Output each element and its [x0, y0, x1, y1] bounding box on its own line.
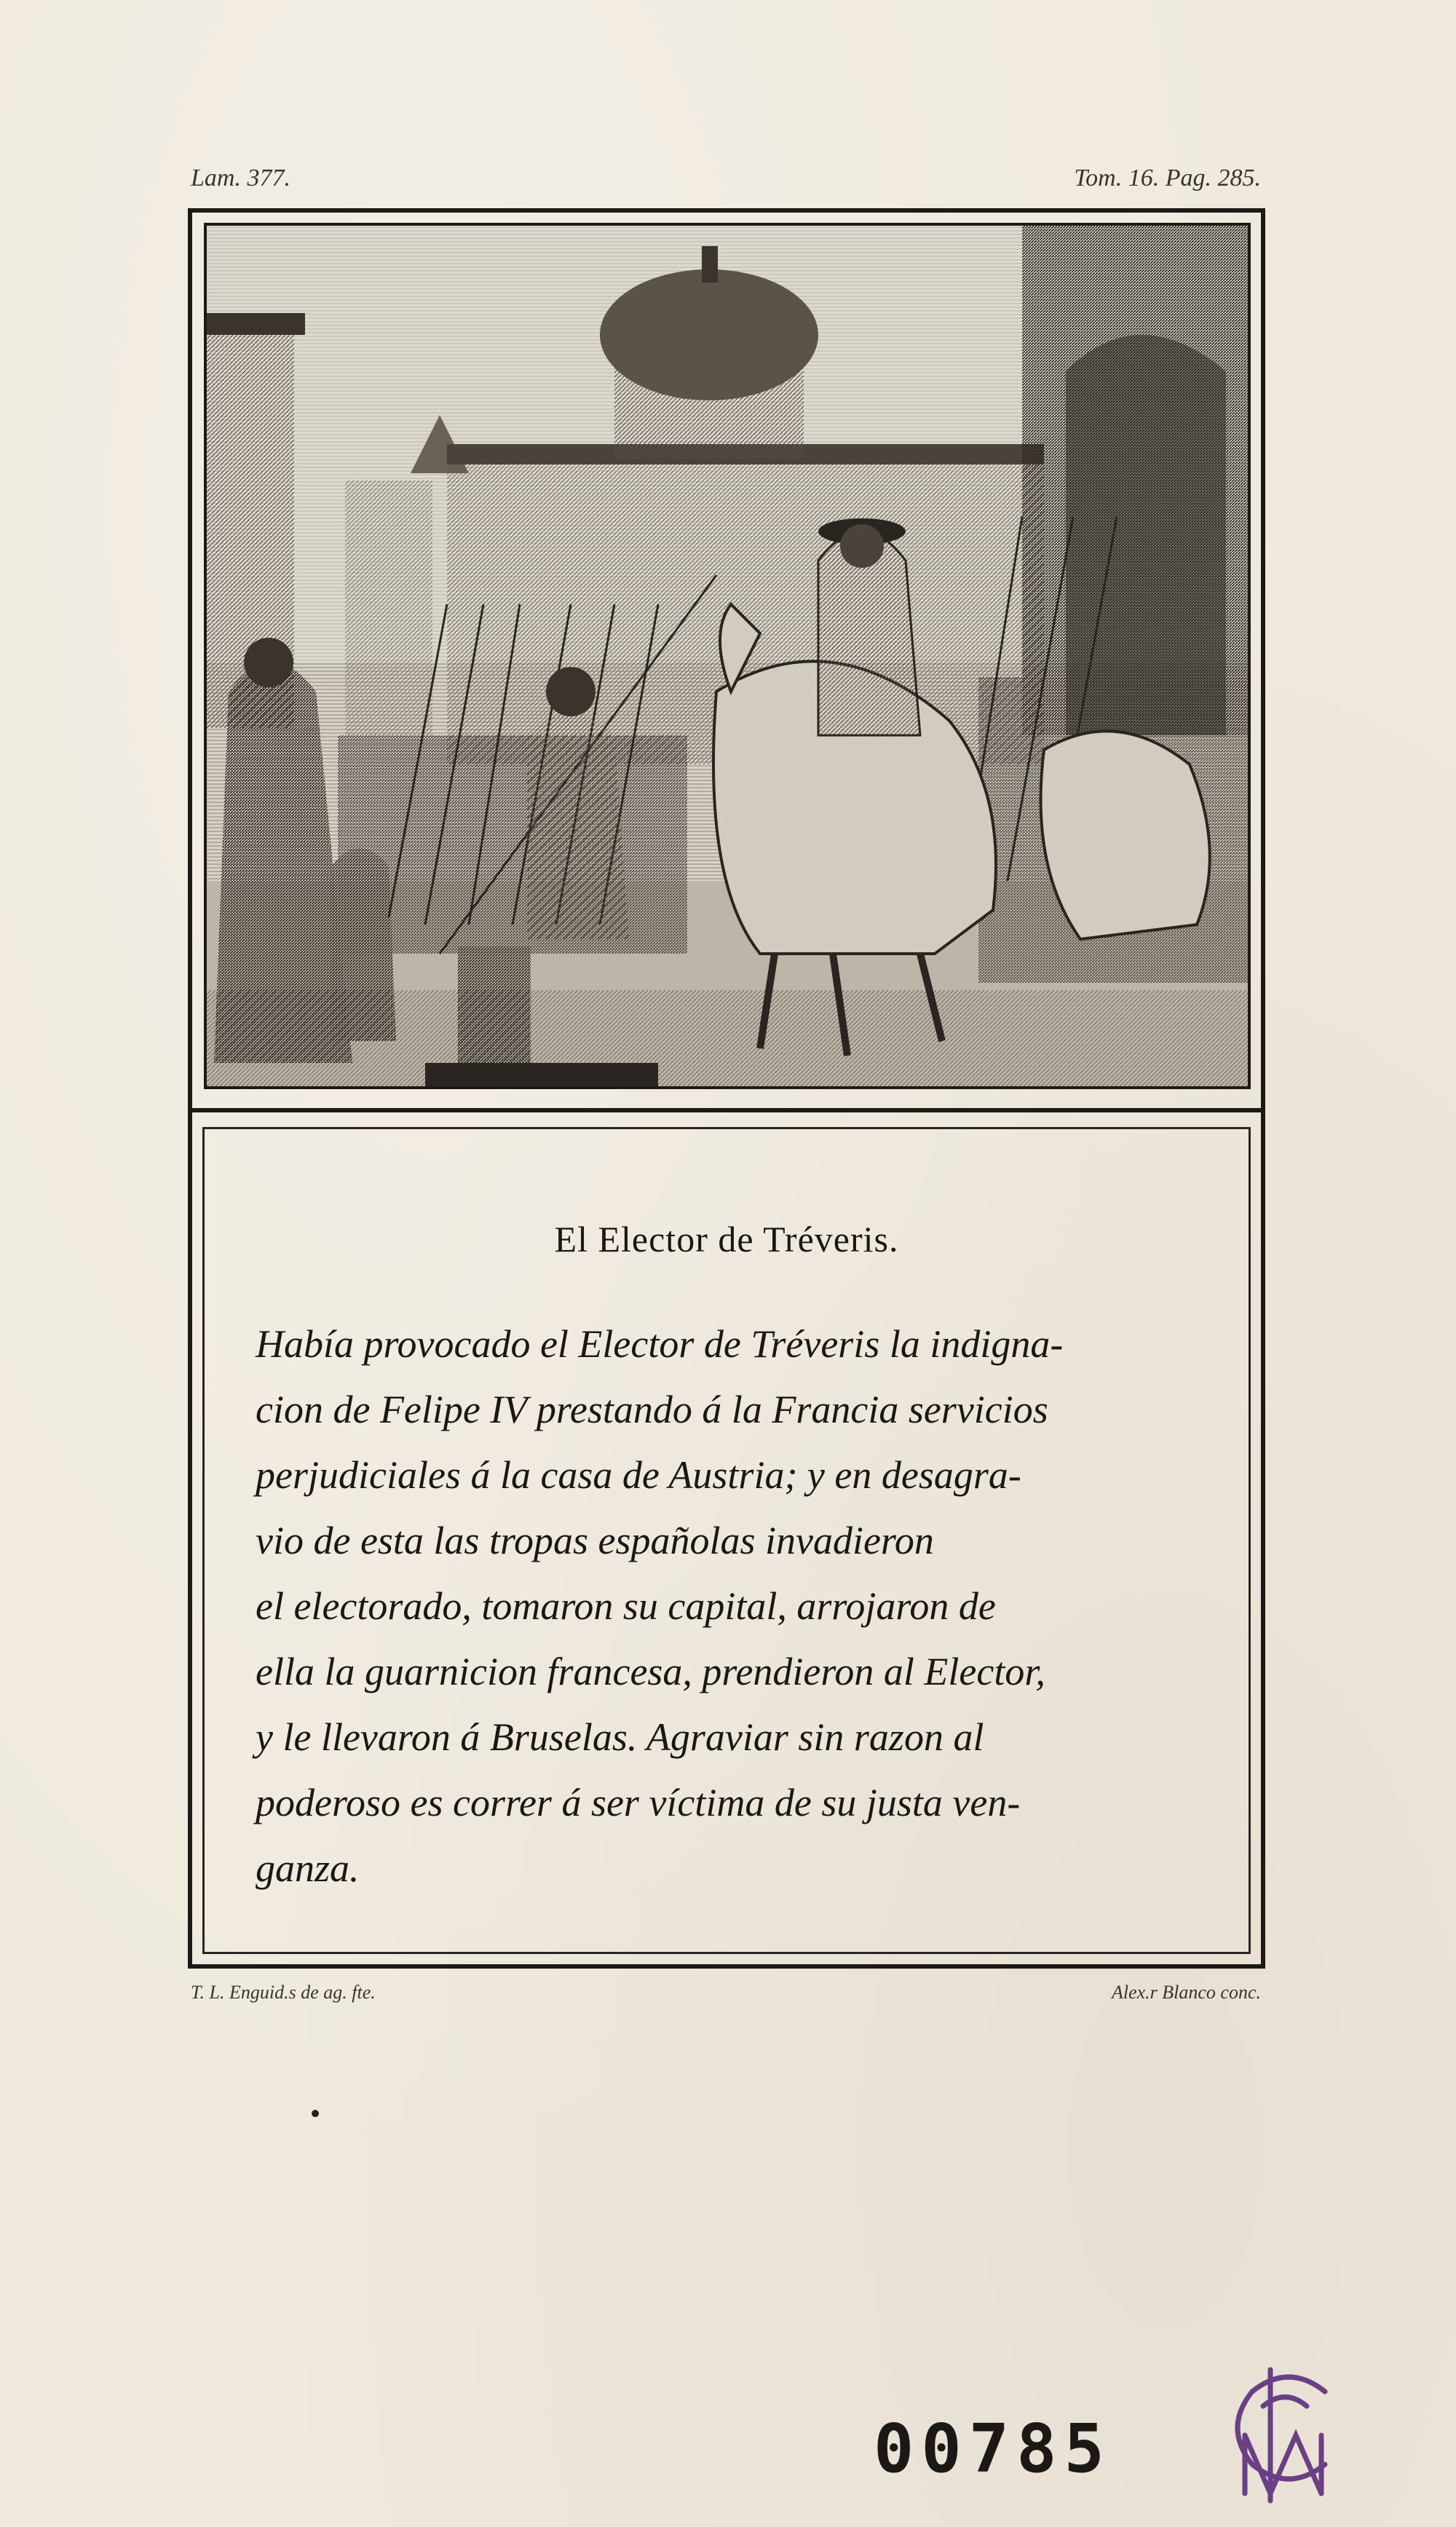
caption-panel — [188, 1108, 1265, 1969]
caption-line: perjudiciales á la casa de Austria; y en desagra- — [256, 1453, 1021, 1497]
engraving-illustration — [204, 223, 1251, 1089]
collection-monogram-stamp-icon — [1201, 2348, 1369, 2515]
caption-line: Había provocado el Elector de Tréveris la indigna- — [256, 1322, 1064, 1366]
caption-line: ella la guarnicion francesa, prendieron al Elector, — [256, 1650, 1045, 1693]
inventory-number: 00785 — [874, 2410, 1112, 2488]
caption-line: y le llevaron á Bruselas. Agraviar sin razon al — [256, 1715, 984, 1759]
ink-dot — [312, 2110, 319, 2117]
caption-line: poderoso es correr á ser víctima de su justa ven- — [256, 1781, 1021, 1824]
caption-line: el electorado, tomaron su capital, arrojaron de — [256, 1584, 996, 1628]
caption-line: vio de esta las tropas españolas invadieron — [256, 1519, 934, 1562]
engraver-credit: T. L. Enguid.s de ag. fte. — [191, 1982, 376, 2003]
caption-title: El Elector de Tréveris. — [554, 1219, 899, 1259]
volume-page-reference: Tom. 16. Pag. 285. — [1074, 165, 1261, 191]
caption-line: cion de Felipe IV prestando á la Francia servicios — [256, 1388, 1048, 1431]
plate-number: Lam. 377. — [191, 165, 290, 191]
engraving-scene-icon — [207, 226, 1248, 1086]
caption-line: ganza. — [256, 1846, 360, 1890]
caption-inner-frame — [202, 1127, 1251, 1954]
director-credit: Alex.r Blanco conc. — [1111, 1982, 1261, 2003]
caption-body — [256, 1311, 1212, 1901]
